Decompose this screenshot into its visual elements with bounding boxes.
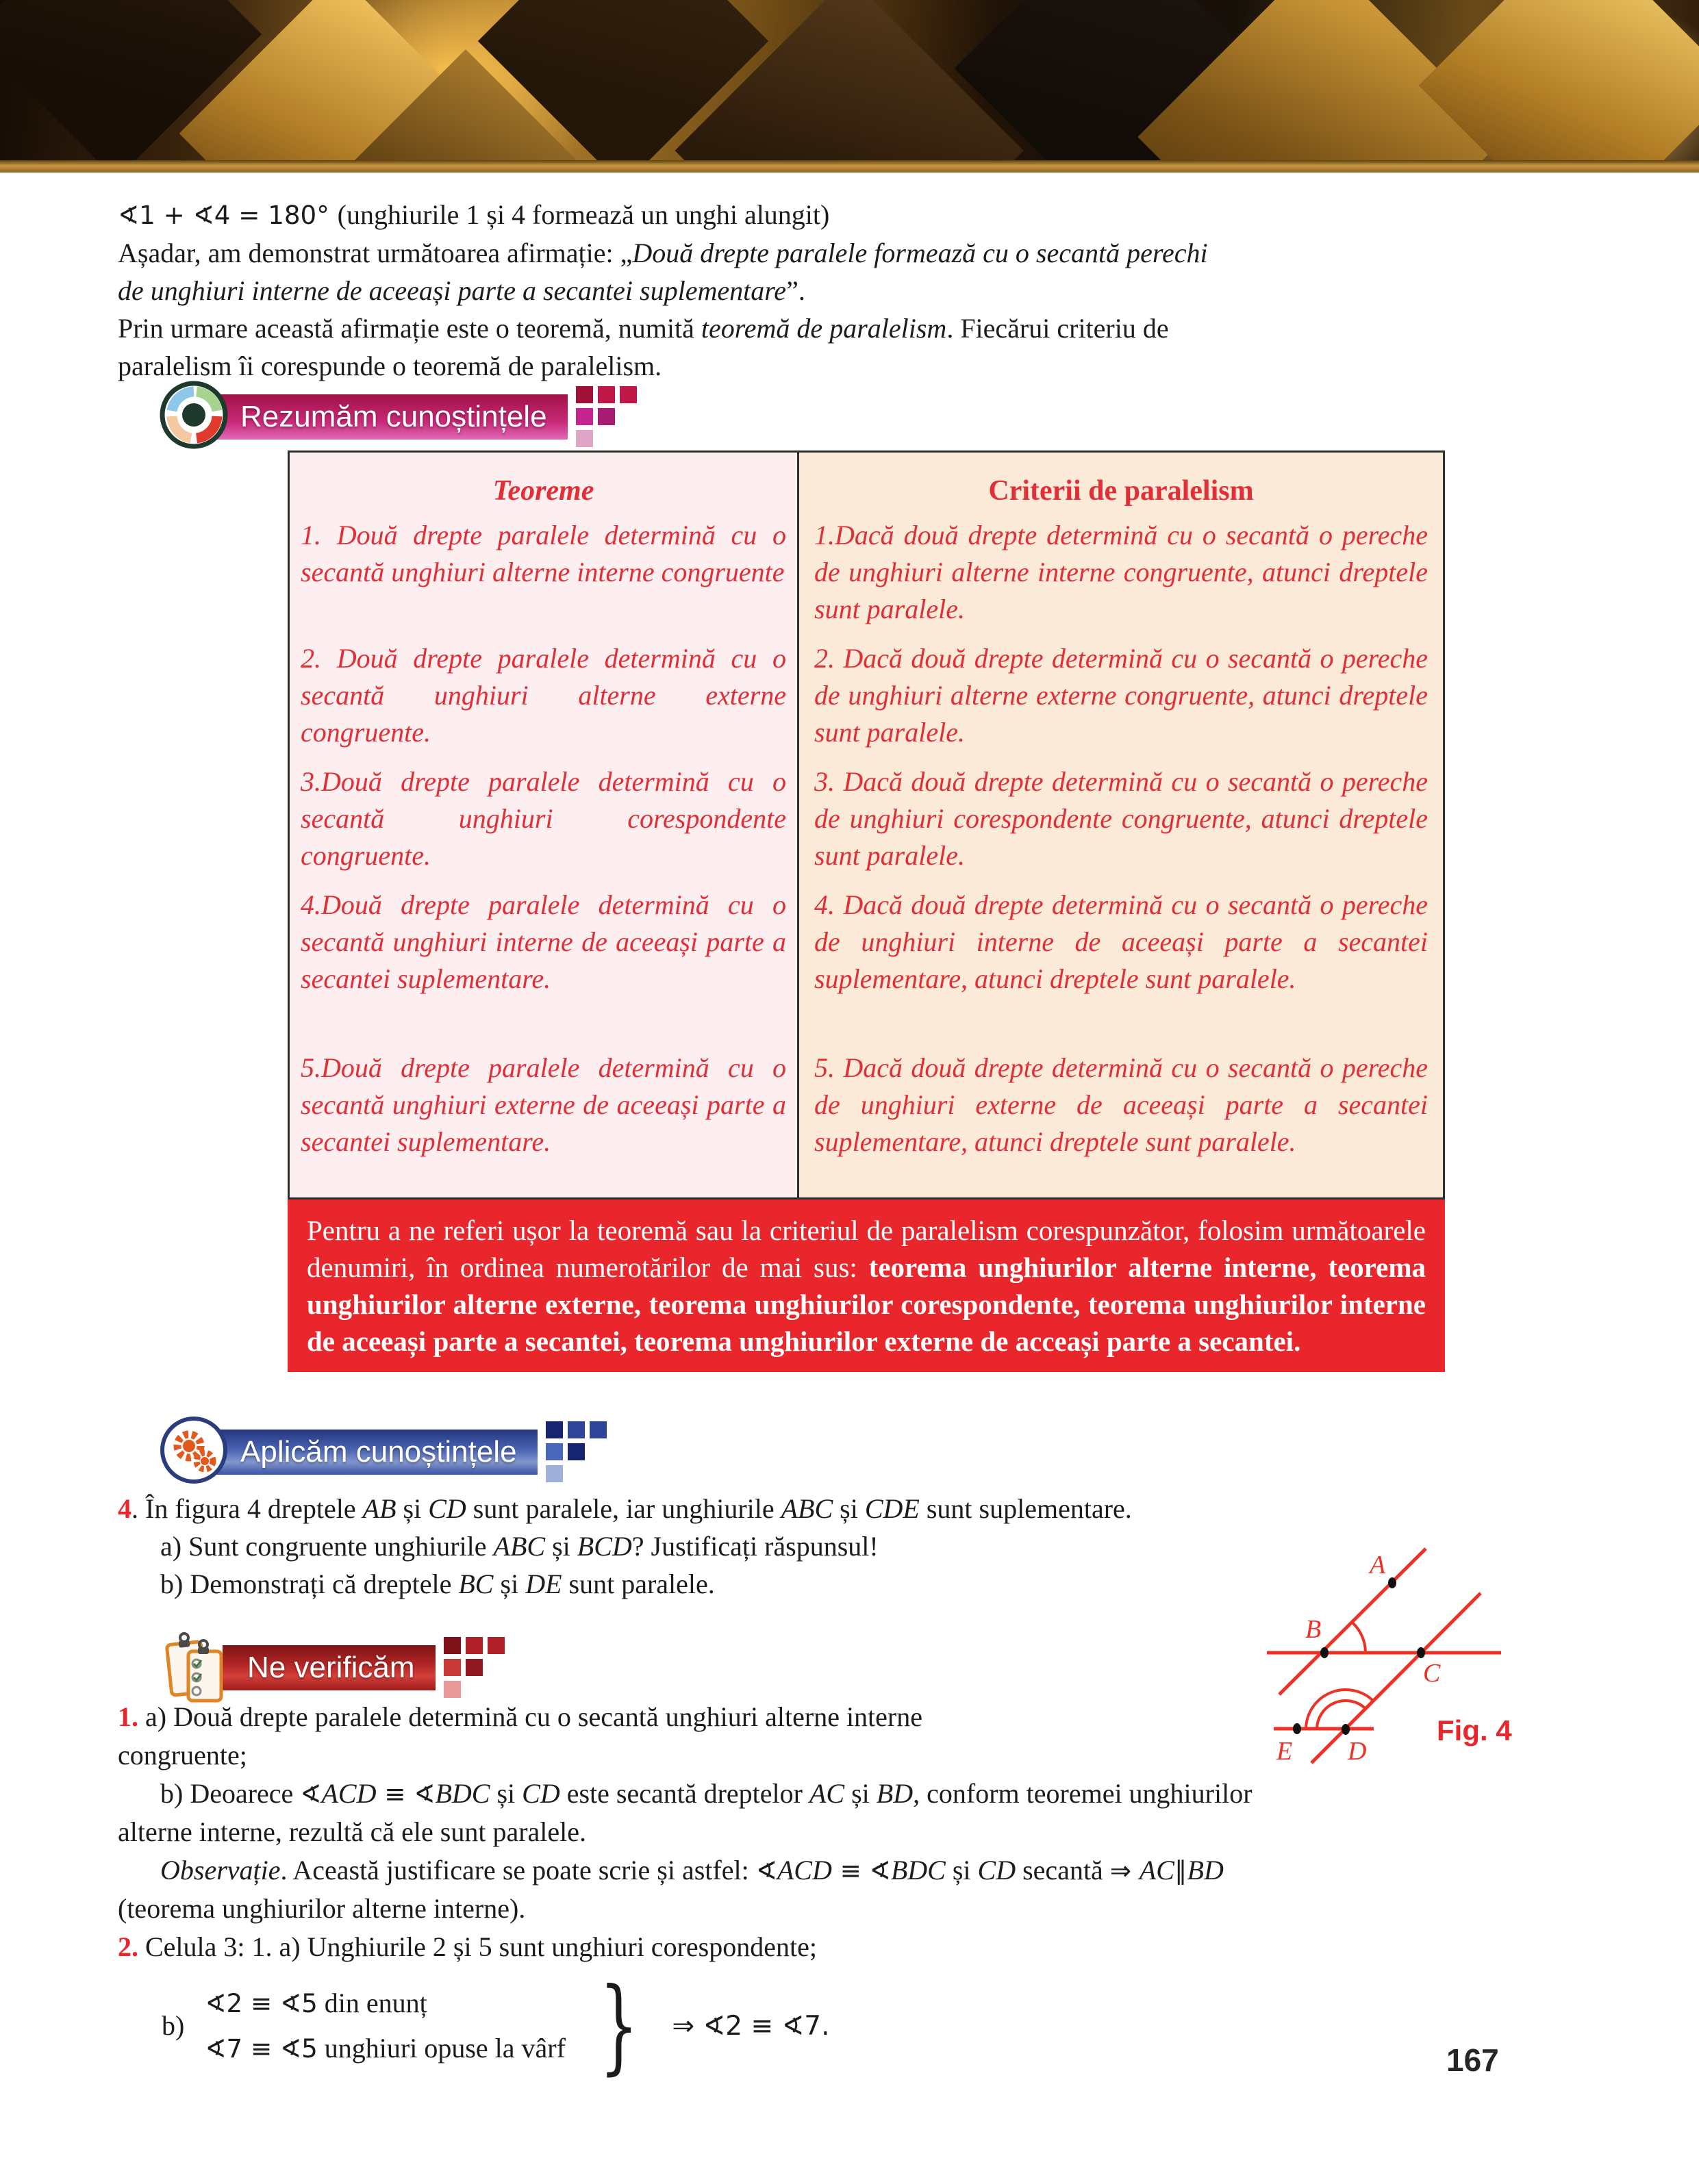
angle-arc-B — [1353, 1623, 1366, 1653]
point-B — [1320, 1647, 1329, 1658]
summary-table-section — [288, 450, 1445, 1372]
badge-verificam — [160, 1628, 505, 1707]
table-header-teoreme: Teoreme — [290, 453, 799, 517]
badge-aplicam — [160, 1416, 607, 1488]
table-cell-right-3 — [799, 763, 1443, 887]
square-decoration — [598, 408, 615, 425]
criterion-2: 2. Dacă două drepte determină cu o secantă o pereche de unghiuri alterne externe congruente, atunci dreptele sunt paralele. — [814, 643, 1428, 748]
solution-1a: 1. a) Două drepte paralele determină cu o secantă unghiuri alterne interne congruente; — [118, 1701, 922, 1770]
point-A — [1388, 1577, 1396, 1588]
square-decoration — [576, 430, 593, 447]
table-cell-right-2 — [799, 640, 1443, 763]
square-decoration — [546, 1421, 563, 1438]
square-decoration — [546, 1443, 563, 1460]
table-cell-left-2 — [290, 640, 799, 763]
label-A: A — [1370, 1551, 1386, 1579]
cycle-arrows-icon — [160, 381, 228, 453]
intro-text — [118, 196, 1583, 385]
header-photo-cubes — [0, 0, 1699, 173]
problem-4b: b) Demonstrați că dreptele BC și DE sunt paralele. — [160, 1569, 715, 1599]
solution-1-observation: Observație. Această justificare se poate scrie și astfel: ∢ACD ≡ ∢BDC și CD secantă ⇒ AC∥BD (teorema unghiurilor alterne interne). — [118, 1855, 1224, 1924]
solution-2b-conclusion: ⇒ ∢2 ≡ ∢7. — [672, 2010, 830, 2042]
point-C — [1417, 1647, 1425, 1658]
solution-2b-line1: ∢2 ≡ ∢5 din enunț — [205, 1988, 427, 2018]
badge-rezumam-label: Rezumăm cunoștințele — [216, 394, 568, 440]
label-B: B — [1305, 1615, 1322, 1644]
solution-2b-line2: ∢7 ≡ ∢5 unghiuri opuse la vârf — [205, 2033, 566, 2064]
theorem-4: 4.Două drepte paralele determină cu o secantă unghiuri interne de aceeași parte a secantei suplementare. — [301, 889, 786, 994]
header-gold-bar — [0, 160, 1699, 173]
square-decoration — [568, 1443, 585, 1460]
square-decoration — [620, 386, 637, 403]
badge-aplicam-label: Aplicăm cunoștințele — [216, 1430, 538, 1475]
square-decoration — [466, 1659, 483, 1676]
square-decoration — [546, 1465, 563, 1482]
naming-note-box: Pentru a ne referi ușor la teoremă sau la criteriul de paralelism corespunzător, folosim următoarele denumiri, în ordinea numerotărilor de mai sus: teorema unghiurilor alterne interne, teorema unghiurilor alterne externe, teorema unghiurilor corespondente, teorema unghiurilor interne de aceeași parte a secantei, teorema unghiurilor externe de acceași parte a secantei. — [288, 1199, 1445, 1372]
badge-verificam-squares — [444, 1637, 505, 1698]
solution-2b-derivation — [162, 1966, 1583, 2085]
square-decoration — [590, 1421, 607, 1438]
label-C: C — [1423, 1659, 1441, 1688]
table-cell-left-1 — [290, 517, 799, 640]
table-cell-left-5 — [290, 1050, 799, 1197]
square-decoration — [576, 386, 593, 403]
criterion-4: 4. Dacă două drepte determină cu o secantă o pereche de unghiuri interne de aceeași parte a secantei suplementare, atunci dreptele sunt paralele. — [814, 889, 1428, 994]
solution-2b-lines — [205, 1981, 566, 2071]
curly-brace: } — [599, 1966, 639, 2085]
square-decoration — [568, 1421, 585, 1438]
table-cell-right-5 — [799, 1050, 1443, 1197]
square-decoration — [444, 1659, 461, 1676]
theorem-2: 2. Două drepte paralele determină cu o secantă unghiuri alterne externe congruente. — [301, 643, 786, 748]
badge-verificam-label: Ne verificăm — [223, 1645, 436, 1690]
theorem-1: 1. Două drepte paralele determină cu o secantă unghiuri alterne interne congruente — [301, 520, 786, 587]
badge-rezumam — [160, 381, 637, 453]
intro-paragraph-2: Așadar, am demonstrat următoarea afirmație: „Două drepte paralele formează cu o secantă perechi de unghiuri interne de aceeași parte a secantei suplementare”. — [118, 238, 1208, 306]
square-decoration — [598, 386, 615, 403]
label-D: D — [1348, 1737, 1367, 1766]
theorem-5: 5.Două drepte paralele determină cu o secantă unghiuri externe de aceeași parte a secantei suplementare. — [301, 1052, 786, 1157]
criterion-5: 5. Dacă două drepte determină cu o secantă o pereche de unghiuri externe de aceeași parte a secantei suplementare, atunci dreptele sunt paralele. — [814, 1052, 1428, 1157]
clipboard-icon — [160, 1628, 235, 1707]
intro-paragraph-3: Prin urmare această afirmație este o teoremă, numită teoremă de paralelism. Fiecărui criteriu de paralelism îi corespunde o teoremă de paralelism. — [118, 313, 1169, 381]
solution-1b: b) Deoarece ∢ACD ≡ ∢BDC și CD este secantă dreptelor AC și BD, conform teoremei unghiurilor alterne interne, rezultă că ele sunt paralele. — [118, 1778, 1253, 1847]
theorems-criteria-table — [288, 450, 1445, 1199]
problem-4-statement: 4. În figura 4 dreptele AB și CD sunt paralele, iar unghiurile ABC și CDE sunt suplementare. — [118, 1493, 1132, 1524]
square-decoration — [488, 1637, 505, 1654]
figure-caption: Fig. 4 — [1437, 1714, 1512, 1747]
solution-2: 2. Celula 3: 1. a) Unghiurile 2 și 5 sunt unghiuri corespondente; — [118, 1931, 817, 1962]
problem-4a: a) Sunt congruente unghiurile ABC și BCD? Justificați răspunsul! — [160, 1531, 879, 1562]
gears-icon — [160, 1416, 228, 1488]
badge-aplicam-squares — [546, 1421, 607, 1482]
criterion-1: 1.Dacă două drepte determină cu o secantă o pereche de unghiuri alterne interne congruente, atunci dreptele sunt paralele. — [814, 520, 1428, 624]
theorem-3: 3.Două drepte paralele determină cu o secantă unghiuri corespondente congruente. — [301, 766, 786, 871]
criterion-3: 3. Dacă două drepte determină cu o secantă o pereche de unghiuri corespondente congruente, atunci dreptele sunt paralele. — [814, 766, 1428, 871]
solution-2b-label: b) — [162, 2010, 185, 2041]
table-cell-right-4 — [799, 887, 1443, 1050]
table-cell-right-1 — [799, 517, 1443, 640]
square-decoration — [576, 408, 593, 425]
page-number: 167 — [1446, 2042, 1499, 2078]
table-header-criterii: Criterii de paralelism — [799, 453, 1443, 517]
table-cell-left-4 — [290, 887, 799, 1050]
solutions-section — [118, 1698, 1583, 2085]
square-decoration — [444, 1637, 461, 1654]
square-decoration — [466, 1637, 483, 1654]
label-E: E — [1276, 1737, 1293, 1766]
intro-paragraph-1: ∢1 + ∢4 = 180° (unghiurile 1 și 4 formează un unghi alungit) — [118, 199, 830, 230]
square-decoration — [444, 1681, 461, 1698]
table-cell-left-3 — [290, 763, 799, 887]
badge-rezumam-squares — [576, 386, 637, 447]
